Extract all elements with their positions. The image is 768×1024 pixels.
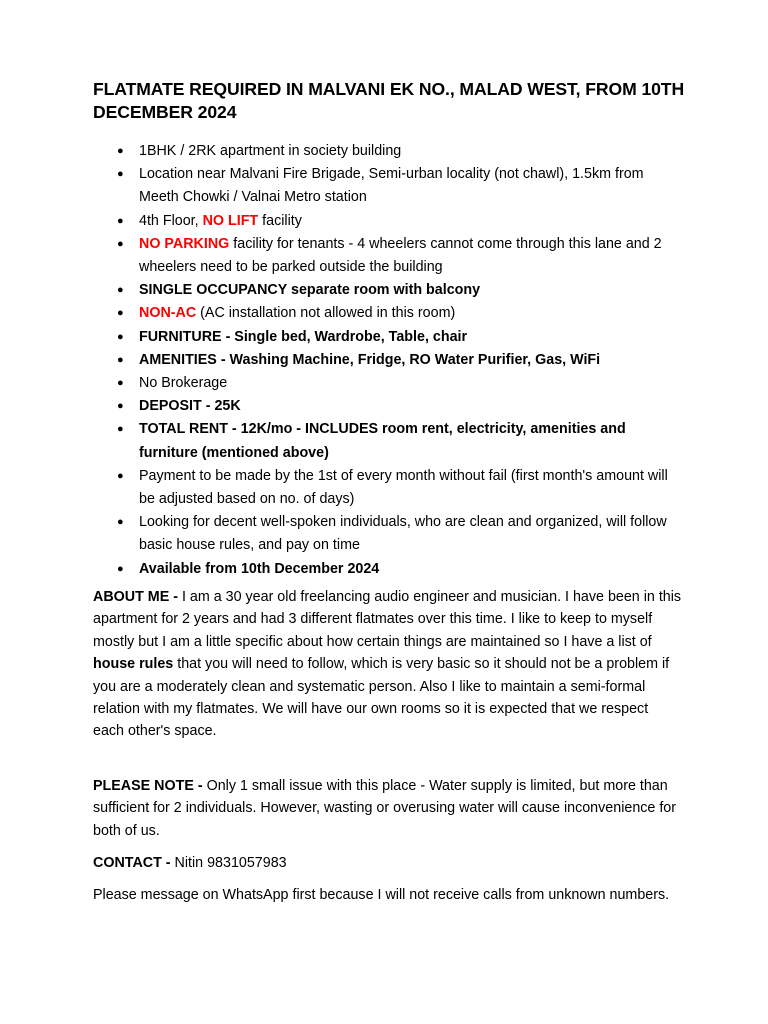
feature-highlight: NO PARKING (139, 235, 230, 252)
feature-bold-text: TOTAL RENT - 12K/mo - INCLUDES room rent, electricity, amenities and furniture (mentioned above) (139, 421, 626, 461)
bullet-icon: ● (117, 469, 124, 482)
bullet-icon: ● (117, 284, 124, 297)
list-item (117, 140, 684, 163)
feature-bold-text: FURNITURE - Single bed, Wardrobe, Table, chair (139, 328, 468, 345)
house-rules-text: house rules (93, 656, 174, 673)
list-item (117, 326, 684, 349)
list-item (117, 233, 684, 279)
feature-text: facility for tenants - 4 wheelers cannot come through this lane and 2 wheelers need to be parked outside the building (139, 235, 662, 276)
about-text: that you will need to follow, which is very basic so it should not be a problem if you are a moderately clean and systematic person. Also I like to maintain a semi-formal relation with my flatmates. We will have our own rooms so it is expected that we respect each other's space. (93, 656, 670, 740)
feature-highlight: NO LIFT (202, 212, 259, 229)
bullet-icon: ● (117, 214, 124, 227)
bullet-icon: ● (117, 400, 124, 413)
feature-highlight: NON-AC (139, 305, 197, 322)
about-label: ABOUT ME - (93, 589, 182, 605)
bullet-icon: ● (117, 168, 124, 181)
feature-bold-text: SINGLE OCCUPANCY separate room with balcony (139, 282, 481, 299)
bullet-icon: ● (117, 145, 124, 157)
list-item (117, 210, 684, 233)
list-item (117, 372, 684, 395)
contact-label: CONTACT - (93, 855, 175, 871)
feature-text: Location near Malvani Fire Brigade, Semi-urban locality (not chawl), 1.5km from Meeth Chowki / Valnai Metro station (139, 166, 644, 206)
bullet-icon: ● (117, 377, 124, 390)
feature-bold-text: AMENITIES - Washing Machine, Fridge, RO Water Purifier, Gas, WiFi (139, 351, 601, 368)
note-label: PLEASE NOTE - (93, 778, 207, 794)
list-item (117, 279, 684, 302)
feature-text: No Brokerage (139, 375, 228, 392)
feature-text: (AC installation not allowed in this room) (196, 305, 456, 322)
about-text: I am a 30 year old freelancing audio engineer and musician. I have been in this apartment for 2 years and had 3 different flatmates over this time. I like to keep to myself mostly but I am a little specific about how certain things are maintained so I have a list of (93, 589, 682, 650)
contact-text: Nitin 9831057983 (174, 855, 287, 871)
bullet-icon: ● (117, 423, 124, 436)
note-text: Only 1 small issue with this place - Water supply is limited, but more than sufficient for 2 individuals. However, wasting or overusing water will cause inconvenience for both of us. (93, 778, 677, 839)
bullet-icon: ● (117, 516, 124, 529)
bullet-icon: ● (117, 237, 124, 250)
list-item (117, 418, 684, 464)
list-item (117, 163, 684, 209)
list-item (117, 349, 684, 372)
feature-text: Looking for decent well-spoken individuals, who are clean and organized, will follow basic house rules, and pay on time (139, 514, 667, 554)
feature-list (117, 140, 684, 581)
contact-paragraph (93, 852, 683, 874)
feature-text: Payment to be made by the 1st of every month without fail (first month's amount will be adjusted based on no. of days) (139, 467, 668, 508)
feature-text: facility (258, 212, 302, 229)
bullet-icon: ● (117, 307, 124, 320)
list-item (117, 395, 684, 418)
feature-text: 4th Floor, (139, 212, 203, 229)
about-paragraph (93, 586, 683, 743)
bullet-icon: ● (117, 562, 124, 575)
note-paragraph (93, 775, 683, 842)
list-item (117, 465, 684, 511)
feature-text: 1BHK / 2RK apartment in society building (139, 143, 402, 159)
message-paragraph: Please message on WhatsApp first because I will not receive calls from unknown numbers. (93, 887, 670, 903)
list-item (117, 511, 684, 557)
page-title: FLATMATE REQUIRED IN MALVANI EK NO., MALAD WEST, FROM 10TH DECEMBER 2024 (93, 79, 685, 122)
feature-bold-text: Available from 10th December 2024 (139, 560, 380, 577)
bullet-icon: ● (117, 330, 124, 343)
list-item (117, 302, 684, 325)
list-item (117, 558, 684, 581)
bullet-icon: ● (117, 353, 124, 366)
feature-bold-text: DEPOSIT - 25K (139, 398, 241, 415)
